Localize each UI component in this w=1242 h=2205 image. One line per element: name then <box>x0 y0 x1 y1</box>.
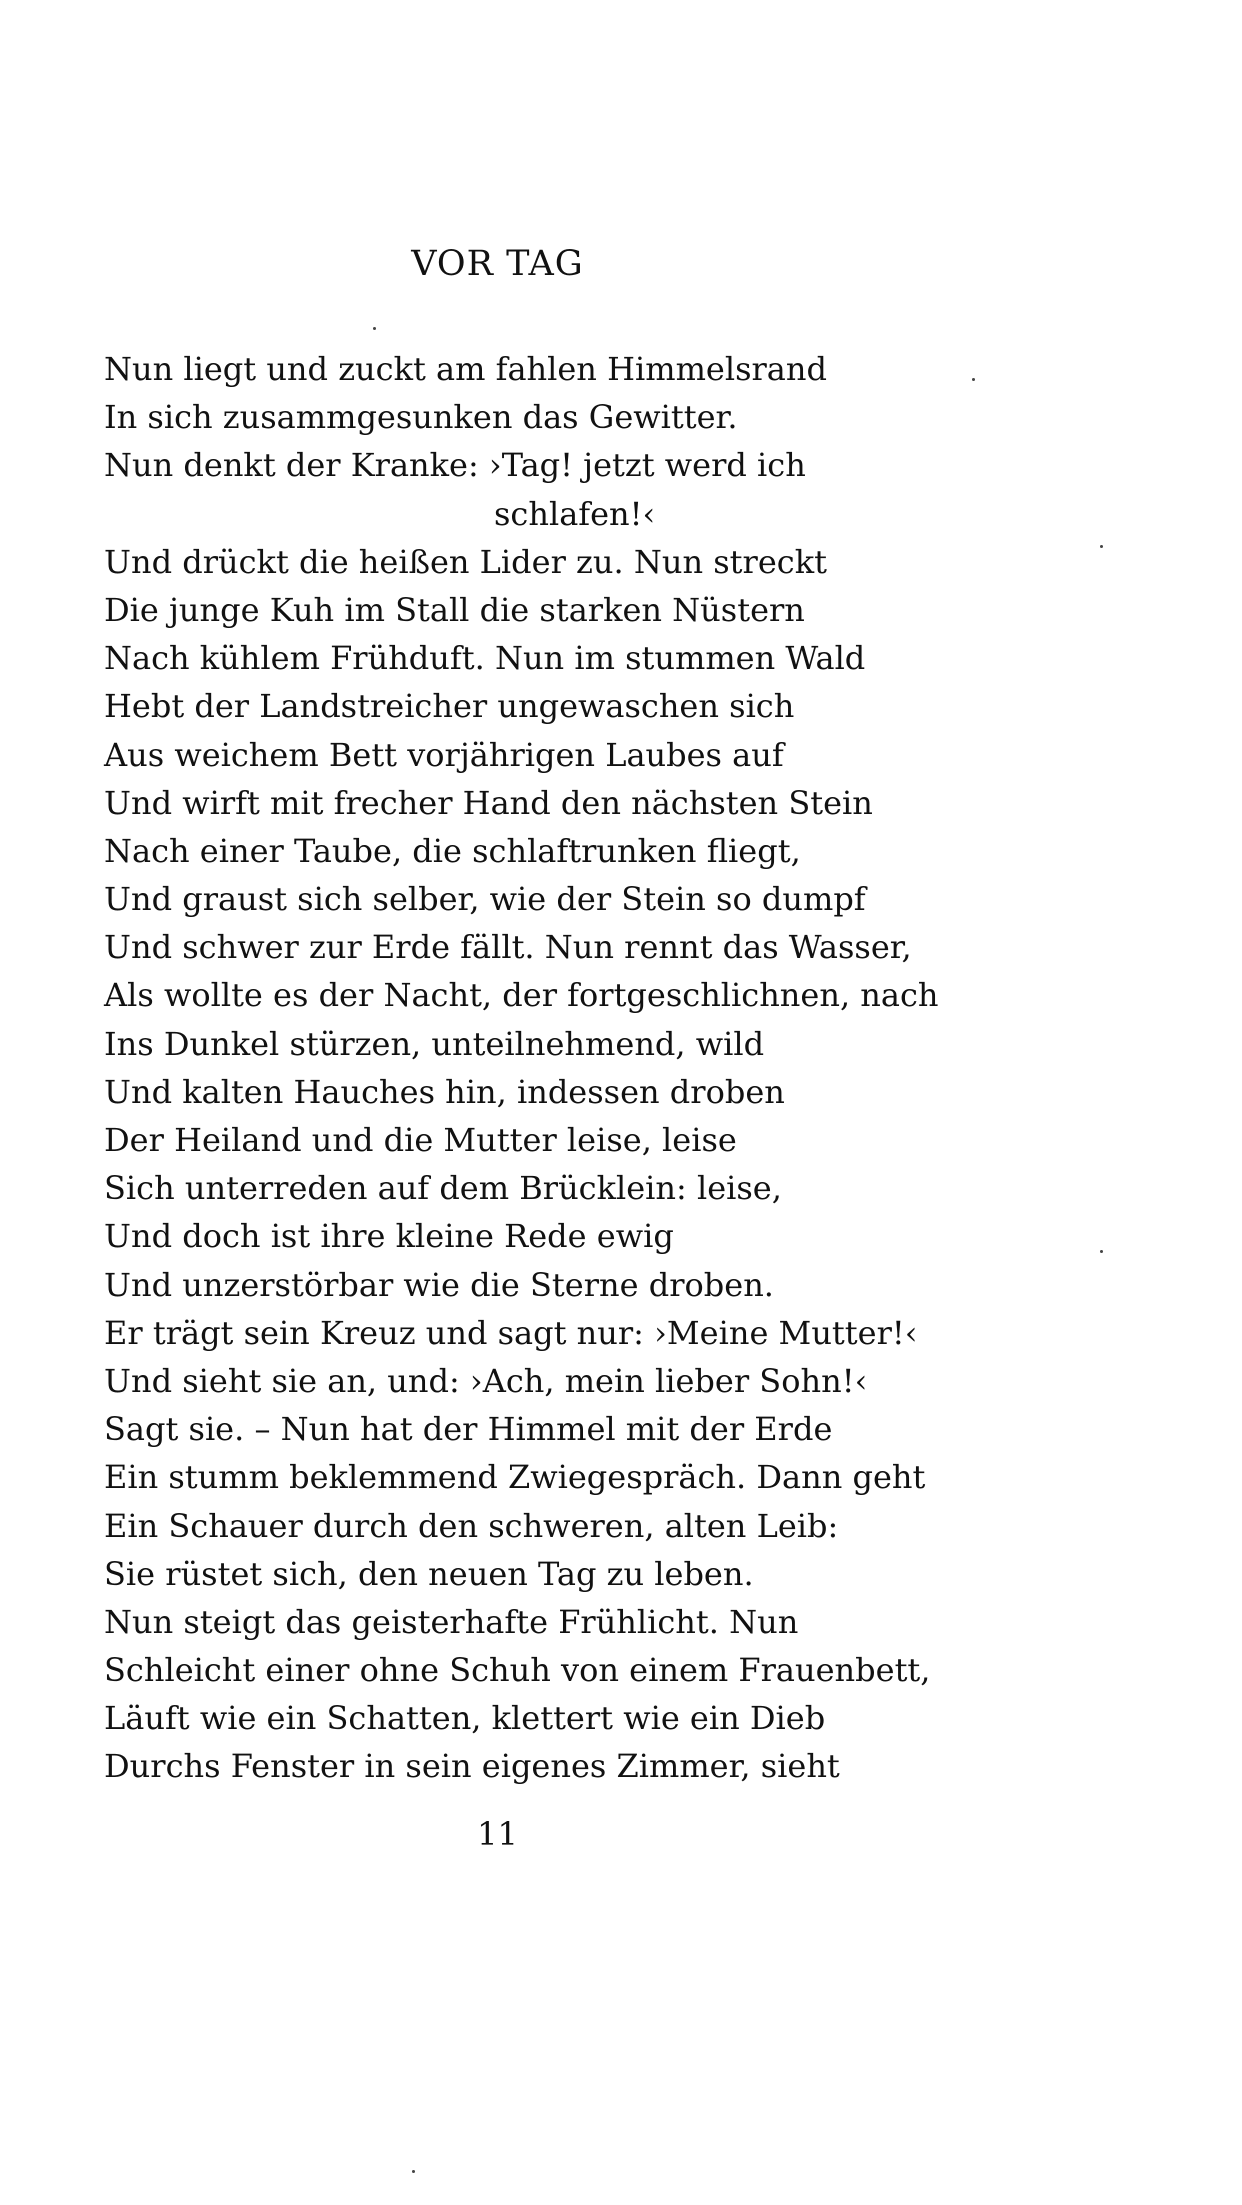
poem-line: Nun liegt und zuckt am fahlen Himmelsrand <box>104 350 827 388</box>
poem-line: Die junge Kuh im Stall die starken Nüstern <box>104 590 805 629</box>
poem-line: Und doch ist ihre kleine Rede ewig <box>104 1217 674 1256</box>
poem-line: Nach einer Taube, die schlaftrunken fliegt, <box>104 831 801 870</box>
poem-line: Ein stumm beklemmend Zwiegespräch. Dann geht <box>104 1458 926 1497</box>
poem-line: Und drückt die heißen Lider zu. Nun streckt <box>104 542 827 581</box>
poem-line: Als wollte es der Nacht, der fortgeschlichnen, nach <box>104 976 939 1015</box>
poem-line: Und sieht sie an, und: ›Ach, mein lieber Sohn!‹ <box>104 1361 868 1400</box>
poem-line: In sich zusammgesunken das Gewitter. <box>104 398 738 437</box>
page-number: 11 <box>477 1815 518 1853</box>
poem-body <box>104 345 939 1791</box>
poem-line: Nach kühlem Frühduft. Nun im stummen Wald <box>104 639 866 678</box>
poem-line-continuation: schlafen!‹ <box>494 494 656 533</box>
poem-line: Sich unterreden auf dem Brücklein: leise, <box>104 1169 782 1208</box>
poem-title: VOR TAG <box>411 244 584 284</box>
scan-speck <box>972 378 975 381</box>
poem-line: Und wirft mit frecher Hand den nächsten Stein <box>104 783 873 822</box>
poem-line: Sagt sie. – Nun hat der Himmel mit der Erde <box>104 1410 833 1449</box>
poem-line: Nun steigt das geisterhafte Frühlicht. Nun <box>104 1602 799 1641</box>
poem-line: Hebt der Landstreicher ungewaschen sich <box>104 687 795 726</box>
poem-line: Und kalten Hauches hin, indessen droben <box>104 1072 785 1111</box>
poem-line: Er trägt sein Kreuz und sagt nur: ›Meine Mutter!‹ <box>104 1313 918 1352</box>
scan-speck <box>1100 545 1103 548</box>
scan-speck <box>412 2170 415 2173</box>
scan-speck <box>373 327 376 330</box>
poem-line: Sie rüstet sich, den neuen Tag zu leben. <box>104 1554 754 1593</box>
poem-line: Und graust sich selber, wie der Stein so dumpf <box>104 880 866 919</box>
poem-line: Läuft wie ein Schatten, klettert wie ein Dieb <box>104 1699 826 1738</box>
poem-line: Und unzerstörbar wie die Sterne droben. <box>104 1265 774 1304</box>
poem-line: Durchs Fenster in sein eigenes Zimmer, sieht <box>104 1747 840 1786</box>
poem-line: Nun denkt der Kranke: ›Tag! jetzt werd ich <box>104 446 806 485</box>
poem-line: Schleicht einer ohne Schuh von einem Frauenbett, <box>104 1651 931 1690</box>
poem-line: Und schwer zur Erde fällt. Nun rennt das Wasser, <box>104 928 912 967</box>
scan-speck <box>1100 1250 1103 1253</box>
poem-line: Ins Dunkel stürzen, unteilnehmend, wild <box>104 1024 765 1063</box>
poem-line: Der Heiland und die Mutter leise, leise <box>104 1121 737 1159</box>
poem-line: Ein Schauer durch den schweren, alten Leib: <box>104 1506 839 1545</box>
poem-line: Aus weichem Bett vorjährigen Laubes auf <box>104 735 784 774</box>
